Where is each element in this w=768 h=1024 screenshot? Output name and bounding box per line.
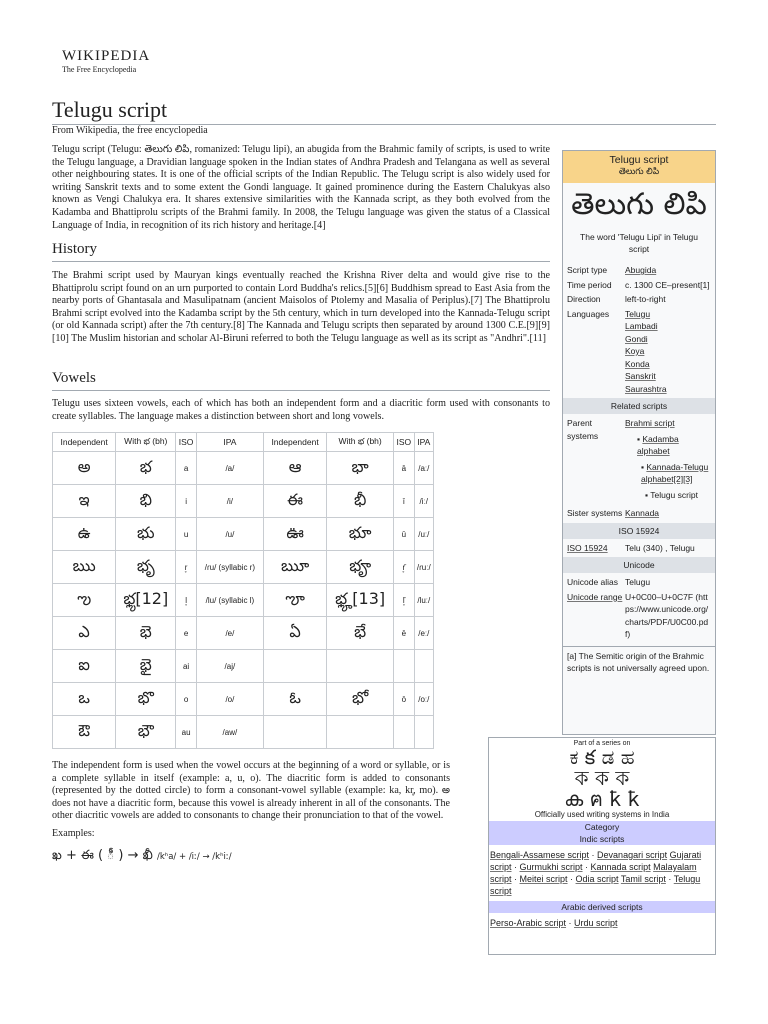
history-heading: History [52,241,97,257]
time-period-row [563,278,715,293]
with-bh-cell: భూ [327,518,394,551]
independent-cell [263,716,326,749]
iso-cell: ai [176,650,197,683]
table-row [53,452,434,485]
script-link[interactable]: Meitei script [519,874,568,884]
unicode-alias-row [563,575,715,590]
ipa-cell: /o/ [196,683,263,716]
vowel-table [52,432,434,749]
with-bh-cell: భా [327,452,394,485]
ipa-cell: /aj/ [196,650,263,683]
infobox-title-text: Telugu script [609,154,669,166]
unicode-heading: Unicode [563,557,715,573]
row-label: Sister systems [567,508,623,518]
iso-cell: r̥ [176,551,197,584]
wikipedia-logo[interactable] [62,48,150,74]
examples-label: Examples: [52,828,95,839]
independent-cell: ఎ [53,617,116,650]
row-label: Script type [567,265,608,275]
with-bh-cell: భ [116,452,176,485]
language-link[interactable]: Lambadi [625,321,658,331]
with-bh-cell: భీ [327,485,394,518]
infobox-subtitle: తెలుగు లిపి [618,166,660,176]
formula-glyphs: ఖ + ఈ ( ీ ) → ఖీ [52,848,153,863]
arabic-scripts-heading: Arabic derived scripts [489,901,715,913]
iso-cell: e [176,617,197,650]
table-row [53,650,434,683]
languages-list [625,308,711,396]
independent-cell: ఏ [263,617,326,650]
with-bh-cell: భొ [116,683,176,716]
independent-cell: ఊ [263,518,326,551]
with-bh-cell: భై [116,650,176,683]
ipa-cell: /iː/ [414,485,433,518]
unicode-range-row [563,590,715,642]
independent-cell: అ [53,452,116,485]
independent-cell: ఓ [263,683,326,716]
infobox-footnote: [a] The Semitic origin of the Brahmic scripts is not universally agreed upon. [563,646,715,677]
header-cell: IPA [414,433,433,452]
intro-paragraph: Telugu script (Telugu: తెలుగు లిపి, romanized: Telugu lipi), an abugida from the Brahmic family of scripts, is used to write the Telugu language, a Dravidian language spoken in the Indian states of Andhra Pradesh and Telangana as well as several other neighbouring states. It is one of the official scripts of the Indian Republic. The Telugu script is also widely used for writing Sanskrit texts and to some extent the Gondi language. It gained prominence during the Eastern Chalukyas also known as Vengi Chalukya era. It shares extensive similarities with the Kannada script, as they both evolved from the Kadamba and Bhattiprolu scripts of the Brahmi family. In 2008, the Telugu language was given the status of a Classical Language of India, in recognition of its rich history and heritage.[4] [52,144,550,231]
unicode-range-link[interactable]: Unicode range [567,591,623,602]
page-title: Telugu script [52,97,168,122]
language-link[interactable]: Gondi [625,333,648,344]
parent-link[interactable]: Brahmi script [625,418,675,428]
navbox-glyph-image [489,747,715,810]
with-bh-cell [327,716,394,749]
iso-cell: a [176,452,197,485]
script-link[interactable]: Gurmukhi script [519,862,583,872]
language-link[interactable]: Sanskrit [625,371,656,381]
iso-cell: l̥ [176,584,197,617]
related-scripts-heading: Related scripts [563,398,715,414]
script-link[interactable]: Kannada script [590,862,651,872]
with-bh-cell: భె [116,617,176,650]
infobox [562,150,716,735]
language-link[interactable]: Koya [625,346,645,356]
ipa-cell: /aː/ [414,452,433,485]
script-link[interactable]: Odia script [575,874,619,884]
independent-cell: ఋ [53,551,116,584]
row-label: Languages [567,308,610,319]
script-link[interactable]: Gujarati script [490,850,702,872]
row-label: Parent systems [567,418,599,441]
vowel-table-header [53,433,434,452]
iso-cell: o [176,683,197,716]
parent-systems-row [563,416,715,502]
with-bh-cell: భి [116,485,176,518]
independent-cell: ఇ [53,485,116,518]
glyph-line: ক ক ক [574,766,630,790]
from-line: From Wikipedia, the free encyclopedia [52,125,208,136]
ipa-cell: /lu/ (syllabic l) [196,584,263,617]
category-heading[interactable]: Category [489,821,715,833]
row-label: Time period [567,279,612,290]
table-row [53,518,434,551]
language-link[interactable]: Konda [625,358,650,369]
ipa-cell: /e/ [196,617,263,650]
indic-scripts-list: Bengali-Assamese script · Devanagari script Gujarati script · Gurmukhi script · Kannada script Malayalam script · Meitei script · Odia script Tamil script · Telugu script [490,850,702,896]
wikipedia-wordmark: WIKIPEDIA [62,48,151,64]
language-link[interactable]: Telugu [625,308,651,319]
ipa-cell: /oː/ [414,683,433,716]
iso-cell: ē [394,617,415,650]
header-cell: Independent [53,433,116,452]
table-row [53,617,434,650]
languages-row [563,307,715,397]
ipa-cell: /uː/ [414,518,433,551]
header-cell: With భ (bh) [327,433,394,452]
header-cell: With భ (bh) [116,433,176,452]
independent-cell [263,650,326,683]
script-link[interactable]: Telugu script [490,874,701,896]
ipa-cell: /luː/ [414,584,433,617]
table-row [53,551,434,584]
vowel-formula [52,848,232,866]
iso-cell: i [176,485,197,518]
formula-ipa: /kʰa/ + /iː/ → /kʰiː/ [157,852,232,862]
iso-cell: l̥̄ [394,584,415,617]
arabic-scripts-list: Perso-Arabic script · Urdu script [490,918,618,928]
iso-cell [394,650,415,683]
script-type-row [563,263,715,278]
independent-cell: ఉ [53,518,116,551]
parent-systems-list: Brahmi script ▪ Kadamba alphabet ▪ Kannada-Telugu alphabet[2][3] ▪ Telugu script [625,417,711,501]
ipa-cell: /eː/ [414,617,433,650]
independent-cell: ఔ [53,716,116,749]
script-link[interactable]: Urdu script [574,918,618,928]
script-link[interactable]: Tamil script [620,874,666,884]
header-cell: Independent [263,433,326,452]
independent-cell: ఌ [53,584,116,617]
unicode-alias-value: Telugu [625,577,651,587]
with-bh-cell: భు [116,518,176,551]
indic-scripts-heading: Indic scripts [489,833,715,845]
iso-cell: u [176,518,197,551]
iso-value: Telu (340) , Telugu [625,542,695,553]
direction-row [563,292,715,307]
vowels-heading: Vowels [52,370,96,386]
ipa-cell: /u/ [196,518,263,551]
iso-row [563,541,715,556]
unicode-range-value[interactable]: U+0C00–U+0C7F (https://www.unicode.org/charts/PDF/U0C00.pdf) [625,591,709,639]
time-period-value: c. 1300 CE–present[1] [625,279,710,290]
vowels-intro: Telugu uses sixteen vowels, each of which has both an independent form and a diacritic form used with consonants to create syllables. The language makes a distinction between short and long vowels. [52,398,550,422]
ipa-cell [414,716,433,749]
iso-cell: au [176,716,197,749]
with-bh-cell: భో [327,683,394,716]
infobox-glyph: తెలుగు లిపి [571,187,707,222]
script-link[interactable]: Devanagari script [597,850,668,860]
ipa-cell: /ɾu/ (syllabic r) [196,551,263,584]
wikipedia-tagline: The Free Encyclopedia [62,65,137,74]
ipa-cell: /aw/ [196,716,263,749]
parent-item: Telugu script [650,489,698,500]
history-paragraph: The Brahmi script used by Mauryan kings eventually reached the Krishna River delta and would give rise to the Bhattiprolu script found on an urn purported to contain Lord Buddha's relics.[5][6] Buddhism spread to East Asia from the nearby ports of Ghantasala and Masulipatnam (ancient Maisolos of Ptolemy and Masalia of Periplus).[7] The Bhattiprolu Brahmi script evolved into the Kadamba script by the 5th century, which in turn developed into the Kannada-Telugu script (or old Kannada script) after the 7th century.[8] The Kannada and Telugu scripts then separated by around 1300 C.E.[9][9][10] The Muslim historian and scholar Al-Biruni referred to both the Telugu language as well as its script as "Andhri".[11] [52,270,550,344]
ipa-cell: /ɾuː/ [414,551,433,584]
parent-link[interactable]: Kadamba alphabet [637,433,679,456]
iso-cell: ā [394,452,415,485]
direction-value: left-to-right [625,294,666,304]
script-link[interactable]: Perso-Arabic script [490,918,567,928]
table-row [53,584,434,617]
sister-link[interactable]: Kannada [625,508,660,518]
with-bh-cell [327,650,394,683]
independent-cell: ౠ [263,551,326,584]
language-link[interactable]: Saurashtra [625,383,667,394]
ipa-cell [414,650,433,683]
header-cell: ISO [394,433,415,452]
independent-cell: ఐ [53,650,116,683]
ipa-cell: /a/ [196,452,263,485]
iso-cell: ū [394,518,415,551]
glyph-line: ಕ క ಡ ಹ [569,745,635,769]
vowels-explanation: The independent form is used when the vowel occurs at the beginning of a word or syllable, or is a complete syllable in itself (example: a, u, o). The diacritic form is added to consonants (represented by the dotted circle) to form a consonant-vowel syllable (example: ka, kr̥, mo). అ does not have a diacritic form, because this vowel is already inherent in all of the consonants. The other diacritic vowels are added to consonants to change their pronunciation to that of the vowel. [52,760,450,822]
with-bh-cell: భృ [116,551,176,584]
iso-cell: ī [394,485,415,518]
table-row [53,683,434,716]
independent-cell: ఒ [53,683,116,716]
glyph-line: ക ฅ ҟ ҟ [564,787,640,811]
with-bh-cell: భౄ [327,551,394,584]
with-bh-cell: భౌ [116,716,176,749]
iso-cell: ō [394,683,415,716]
ipa-cell: /i/ [196,485,263,518]
table-row [53,716,434,749]
with-bh-cell: భౢ[12] [116,584,176,617]
header-cell: IPA [196,433,263,452]
independent-cell: ఆ [263,452,326,485]
independent-cell: ఈ [263,485,326,518]
script-link[interactable]: Bengali-Assamese script [490,850,590,860]
infobox-caption: The word 'Telugu Lipi' in Telugu script [580,232,698,254]
with-bh-cell: భౣ[13] [327,584,394,617]
row-label: Unicode alias [567,577,619,587]
table-row [53,485,434,518]
iso-cell: r̥̄ [394,551,415,584]
iso-link[interactable]: ISO 15924 [567,542,608,553]
script-type-link[interactable]: Abugida [625,265,657,275]
infobox-title [563,151,715,183]
parent-link[interactable]: Kannada-Telugu alphabet[2][3] [641,461,709,484]
header-cell: ISO [176,433,197,452]
navbox [488,737,716,955]
independent-cell: ౡ [263,584,326,617]
iso-cell [394,716,415,749]
row-label: Direction [567,294,601,304]
script-link[interactable]: Malayalam script [490,862,697,884]
iso-heading: ISO 15924 [563,523,715,539]
sister-systems-row [563,506,715,521]
with-bh-cell: భే [327,617,394,650]
history-rule [52,261,550,262]
vowels-rule [52,390,550,391]
navbox-caption: Officially used writing systems in India [534,810,670,819]
navbox-series: Part of a series on [573,740,631,747]
